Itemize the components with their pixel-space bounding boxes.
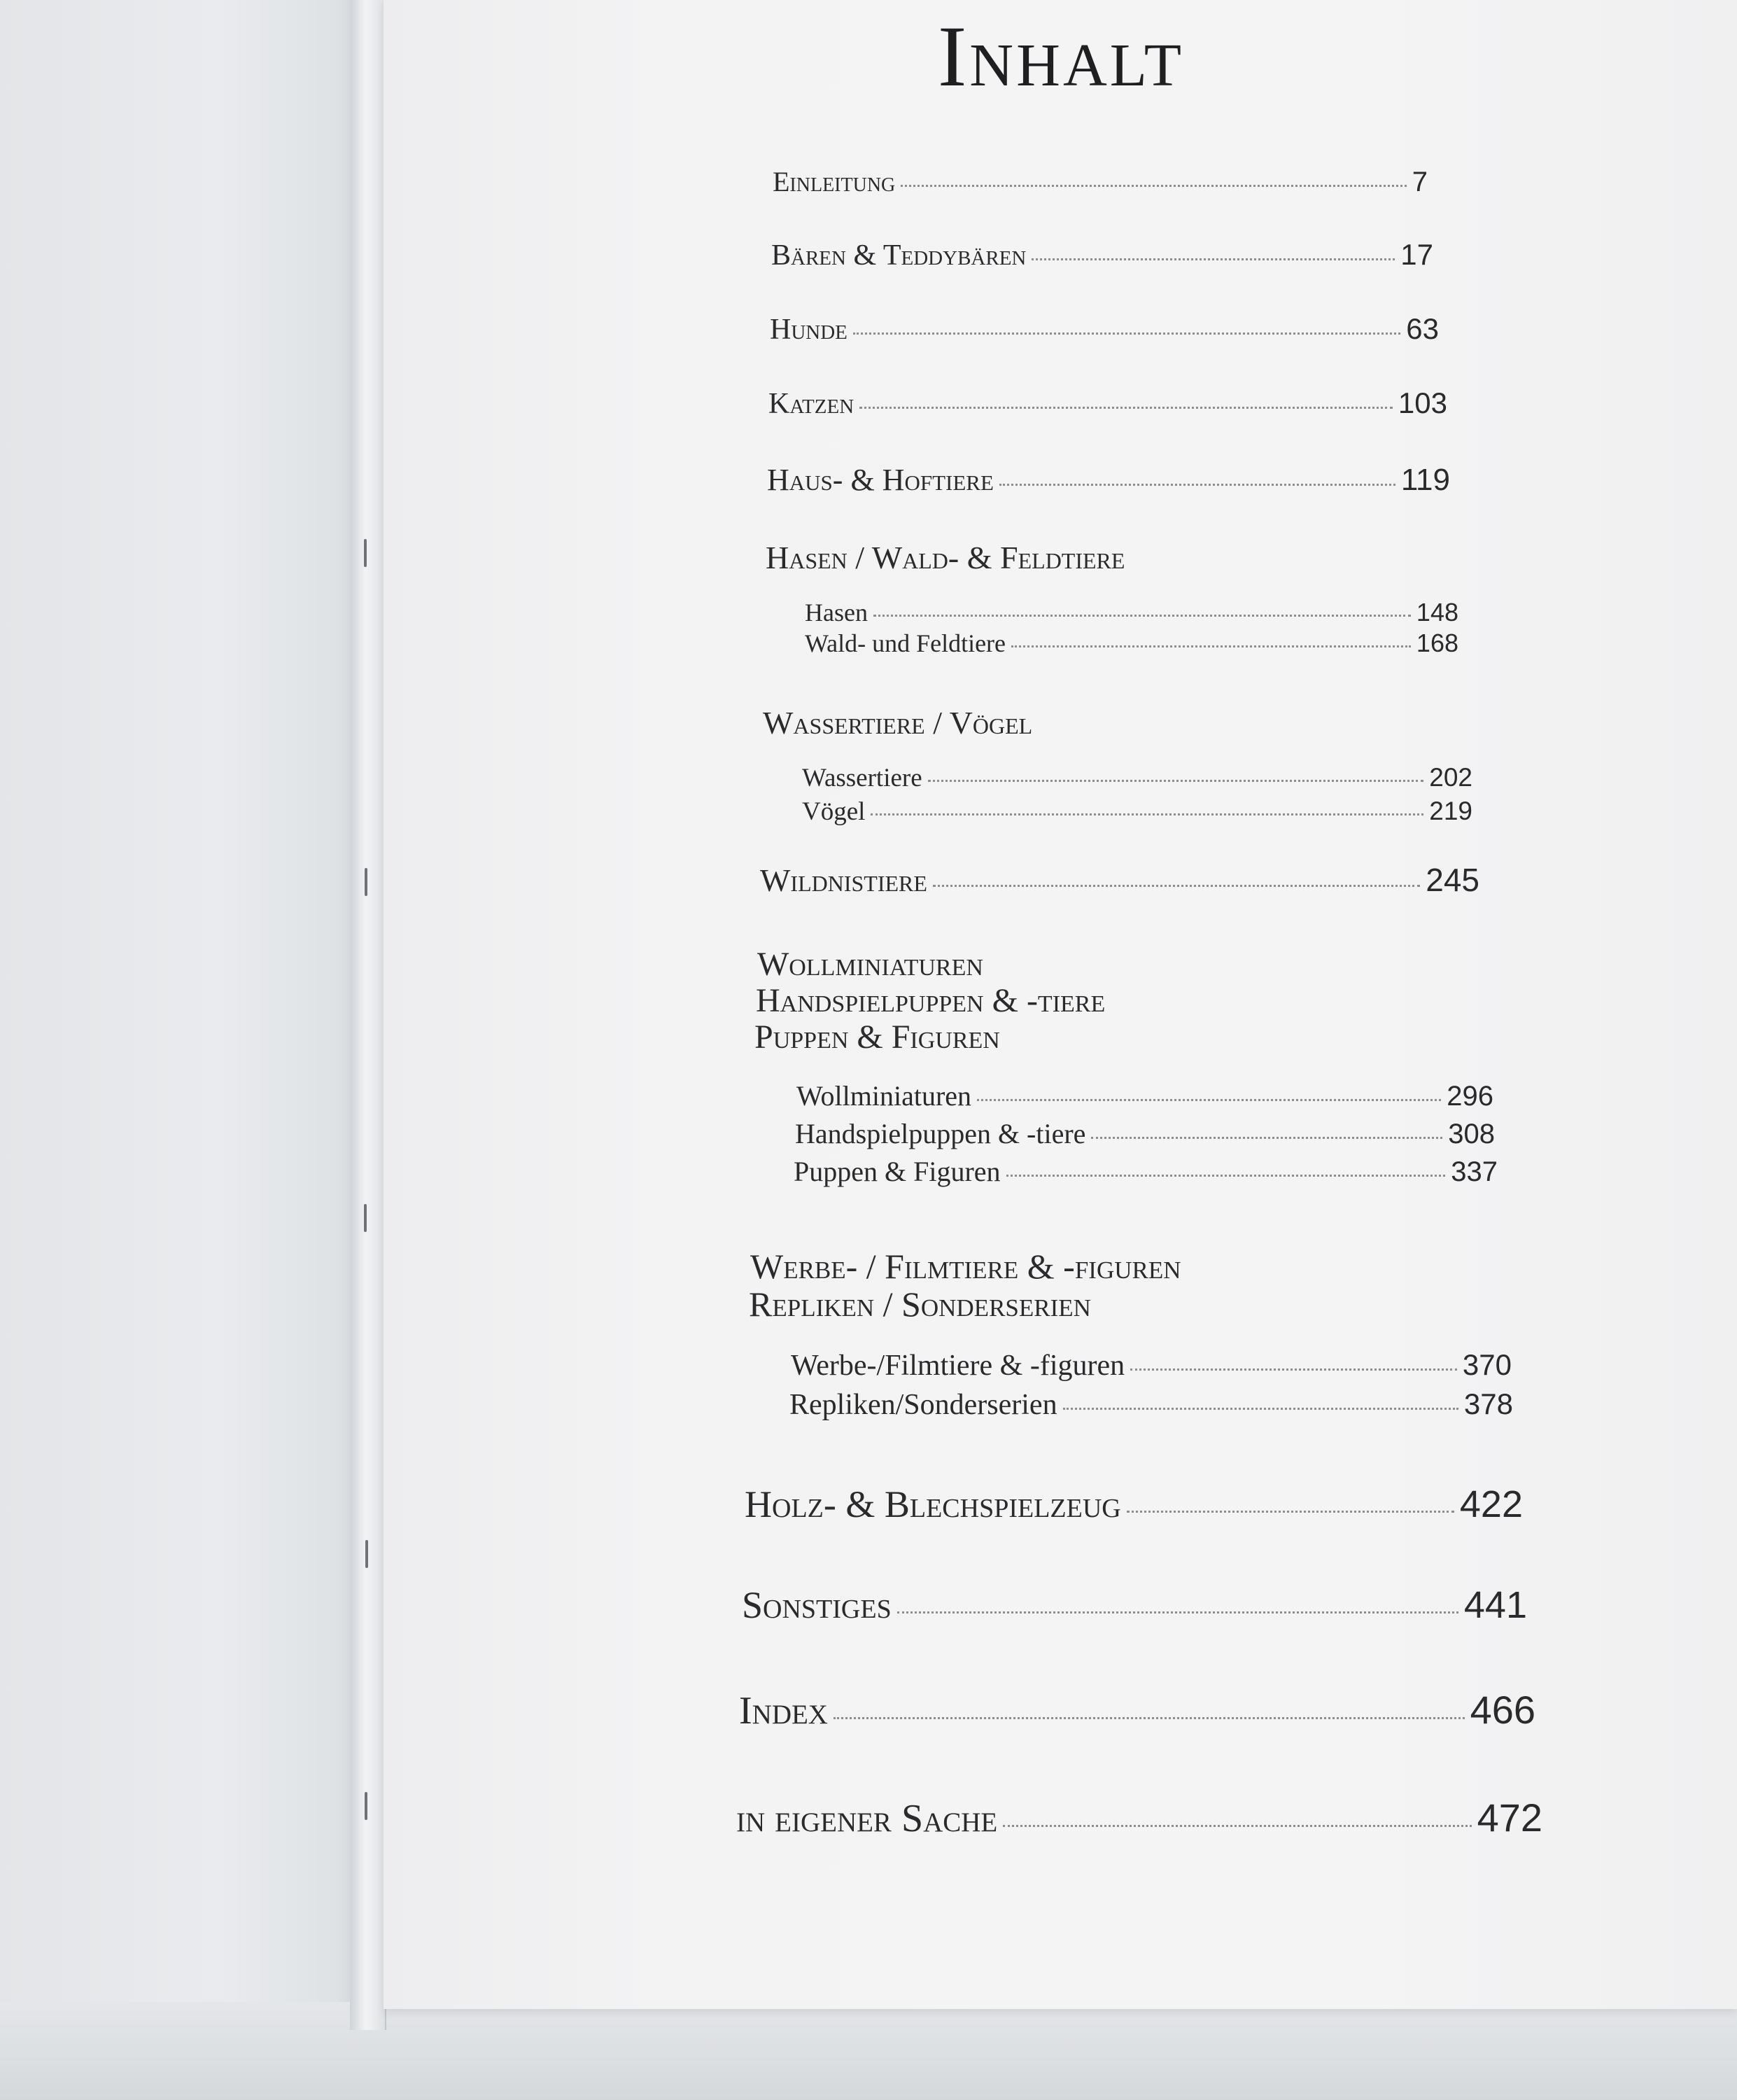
toc-entry [745, 1483, 1523, 1526]
binding-stitch [364, 1204, 367, 1232]
toc-entry [742, 1583, 1527, 1627]
page-title: Inhalt [938, 8, 1185, 104]
toc-entry-label: Katzen [768, 388, 855, 420]
leader-dots [897, 1611, 1458, 1614]
toc-subentry-label: Repliken/Sonderserien [789, 1389, 1057, 1421]
toc-subentry-page: 148 [1416, 598, 1458, 626]
toc-entry-page: 17 [1400, 238, 1433, 271]
toc-subentry-label: Wassertiere [802, 764, 922, 792]
leader-dots [1032, 258, 1395, 260]
toc-entry-page: 245 [1426, 862, 1479, 898]
leader-dots [977, 1099, 1441, 1101]
toc-section-heading: Wollminiaturen [757, 946, 983, 983]
toc-subentry-page: 219 [1429, 797, 1472, 825]
toc-entry-label: Einleitung [773, 166, 896, 197]
toc-entry-page: 422 [1459, 1483, 1523, 1525]
binding-stitch [365, 1540, 368, 1568]
toc-entry-page: 103 [1398, 386, 1447, 419]
toc-entry [760, 861, 1479, 899]
toc-subentry [791, 1348, 1512, 1382]
toc-section-heading: Werbe- / Filmtiere & -figuren [750, 1247, 1181, 1286]
leader-dots [999, 484, 1395, 486]
leader-dots [834, 1717, 1465, 1719]
toc-subentry-label: Wald- und Feldtiere [805, 629, 1006, 657]
leader-dots [933, 885, 1420, 887]
toc-subentry [789, 1387, 1513, 1422]
toc-entry [767, 462, 1450, 498]
toc-subentry [802, 763, 1472, 793]
book-spine [350, 0, 386, 2030]
toc-subentry [802, 797, 1472, 827]
leader-dots [873, 615, 1411, 617]
binding-stitch [365, 868, 367, 896]
toc-entry [770, 312, 1439, 346]
leader-dots [859, 407, 1393, 409]
toc-entry-label: Wildnistiere [760, 862, 927, 898]
toc-subentry [805, 598, 1458, 627]
toc-section-heading: Repliken / Sonderserien [749, 1284, 1091, 1324]
left-page [0, 0, 364, 2100]
page-bottom-edge [0, 2002, 1737, 2100]
toc-subentry [795, 1117, 1495, 1150]
toc-section-heading: Hasen / Wald- & Feldtiere [766, 540, 1125, 575]
leader-dots [1003, 1825, 1471, 1827]
leader-dots [1091, 1137, 1442, 1139]
toc-subentry-label: Vögel [802, 797, 866, 826]
toc-subentry-page: 337 [1451, 1156, 1498, 1187]
binding-stitch [364, 539, 367, 567]
leader-dots [853, 332, 1400, 335]
toc-entry-label: Bären & Teddybären [771, 239, 1027, 272]
toc-entry-label: Hunde [770, 314, 848, 346]
toc-entry-page: 441 [1463, 1584, 1527, 1626]
toc-subentry [805, 629, 1458, 658]
toc-entry-page: 466 [1470, 1688, 1535, 1732]
leader-dots [928, 780, 1424, 782]
toc-entry-label: in eigener Sache [736, 1797, 998, 1840]
toc-subentry-page: 308 [1448, 1119, 1495, 1149]
toc-entry-page: 472 [1477, 1795, 1542, 1840]
leader-dots [1006, 1175, 1446, 1177]
toc-entry [768, 386, 1447, 421]
toc-subentry-page: 202 [1429, 763, 1472, 792]
toc-section-heading: Wassertiere / Vögel [763, 705, 1033, 741]
toc-entry-page: 7 [1412, 167, 1428, 197]
toc-subentry-page: 168 [1416, 629, 1458, 657]
toc-section-heading: Puppen & Figuren [754, 1018, 1000, 1056]
toc-subentry-label: Werbe-/Filmtiere & -figuren [791, 1350, 1125, 1382]
leader-dots [1130, 1368, 1457, 1371]
toc-subentry-page: 378 [1463, 1387, 1513, 1420]
toc-entry [739, 1687, 1535, 1733]
toc-entry-label: Index [739, 1689, 828, 1732]
toc-subentry [796, 1079, 1493, 1112]
toc-subentry-page: 296 [1447, 1081, 1493, 1112]
leader-dots [1063, 1408, 1458, 1410]
toc-subentry-label: Handspielpuppen & -tiere [795, 1118, 1086, 1149]
leader-dots [871, 813, 1423, 816]
toc-entry-label: Sonstiges [742, 1584, 892, 1626]
leader-dots [1011, 645, 1411, 648]
toc-subentry-label: Hasen [805, 598, 868, 626]
toc-entry-page: 63 [1406, 312, 1439, 345]
toc-subentry-page: 370 [1462, 1348, 1512, 1381]
toc-subentry-label: Wollminiaturen [796, 1080, 972, 1112]
toc-entry-page: 119 [1400, 463, 1450, 497]
binding-stitch [365, 1792, 367, 1820]
toc-subentry-label: Puppen & Figuren [794, 1156, 1001, 1187]
toc-subentry [794, 1155, 1498, 1188]
toc-entry [771, 238, 1433, 272]
toc-entry-label: Holz- & Blechspielzeug [745, 1483, 1121, 1525]
toc-entry [773, 165, 1428, 198]
toc-section-heading: Handspielpuppen & -tiere [756, 982, 1106, 1019]
toc-entry [736, 1795, 1542, 1841]
leader-dots [901, 185, 1406, 187]
leader-dots [1127, 1511, 1454, 1513]
toc-entry-label: Haus- & Hoftiere [767, 463, 994, 497]
